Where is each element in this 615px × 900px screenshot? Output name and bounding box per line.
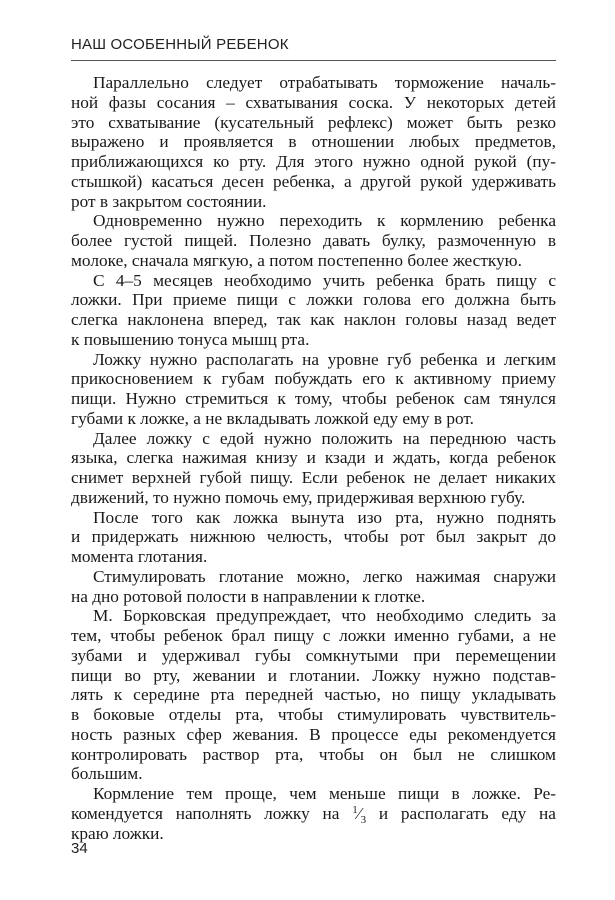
fraction-numerator: 1 — [352, 803, 358, 816]
text-line: молоке, сначала мягкую, а потом постепенно более жесткую. — [71, 250, 522, 270]
text-line: Параллельно следует отрабатывать торможение началь- — [93, 73, 556, 92]
text-line: рот в закрытом состоянии. — [71, 191, 267, 211]
text-line: и придержать нижнюю челюсть, чтобы рот был закрыт до — [71, 527, 556, 547]
text-line: Кормление тем проще, чем меньше пищи в ложке. Ре- — [93, 784, 556, 803]
text-line: более густой пищей. Полезно давать булку, размоченную в — [71, 231, 556, 250]
text-line: снимет верхней губой пищу. Если ребенок не делает никаких — [71, 468, 556, 487]
text-line: пищи во рту, жевании и глотании. Ложку нужно подстав- — [71, 665, 556, 685]
text-line: момента глотания. — [71, 547, 208, 566]
text-line: это схватывание (кусательный рефлекс) может быть резко — [71, 112, 556, 132]
text-line: движений, то нужно помочь ему, придерживая верхнюю губу. — [71, 487, 526, 507]
text-line: прикосновением к губам побуждать его к активному приему — [71, 369, 556, 389]
text-line: Одновременно нужно переходить к кормлению ребенка — [93, 211, 556, 231]
paragraph — [71, 73, 556, 211]
text-line: стышкой) касаться десен ребенка, а другой рукой удерживать — [71, 171, 556, 191]
text-line: большим. — [71, 764, 143, 784]
text-line: выражено и проявляется в отношении любых предметов, — [71, 132, 556, 152]
fraction — [352, 803, 367, 826]
paragraph — [71, 606, 556, 784]
text-line: М. Борковская предупреждает, что необходимо следить за — [93, 606, 556, 626]
text-line: слегка наклонена вперед, так как наклон головы назад ведет — [71, 310, 556, 329]
paragraph — [71, 784, 556, 843]
text-line: на дно ротовой полости в направлении к глотке. — [71, 586, 426, 606]
text-line: зубами и удерживал губы сомкнутыми при перемещении — [71, 645, 556, 665]
text-line: Далее ложку с едой нужно положить на переднюю часть — [93, 428, 556, 448]
fraction-denominator: 3 — [360, 813, 367, 826]
paragraph — [71, 271, 556, 350]
text-line: ложки. При приеме пищи с ложки голова его должна быть — [71, 290, 556, 310]
text-line: ной фазы сосания – схватывания соска. У некоторых детей — [71, 92, 556, 112]
text-line: языка, слегка нажимая книзу и кзади и ждать, когда ребенок — [71, 448, 556, 468]
text-line: лять к середине рта передней частью, но пищу укладывать — [71, 685, 556, 705]
page-number: 34 — [71, 840, 88, 857]
text-line: Ложку нужно располагать на уровне губ ребенка и легким — [93, 349, 556, 369]
text-line: С 4–5 месяцев необходимо учить ребенка брать пищу с — [93, 270, 556, 290]
text-line: в боковые отделы рта, чтобы стимулировать чувствитель- — [71, 705, 556, 724]
paragraph — [71, 211, 556, 270]
paragraph — [71, 429, 556, 508]
text-line: приближающихся ко рту. Для этого нужно одной рукой (пу- — [71, 152, 556, 171]
body-text — [71, 73, 556, 843]
text-line: краю ложки. — [71, 823, 164, 843]
paragraph — [71, 567, 556, 607]
running-header: НАШ ОСОБЕННЫЙ РЕБЕНОК — [71, 36, 289, 53]
text-line: к повышению тонуса мышц рта. — [71, 329, 310, 349]
text-line: ность разных сфер жевания. В процессе еды рекомендуется — [71, 724, 556, 744]
text-segment: и располагать еду на — [378, 803, 556, 823]
text-line: губами к ложке, а не вкладывать ложкой еду ему в рот. — [71, 408, 474, 428]
text-line — [71, 804, 556, 824]
text-line: пищи. Нужно стремиться к тому, чтобы ребенок сам тянулся — [71, 389, 556, 408]
text-segment: комендуется наполнять ложку на — [71, 803, 340, 823]
text-line: тем, чтобы ребенок брал пищу с ложки именно губами, а не — [71, 626, 556, 645]
header-rule — [71, 60, 556, 61]
text-line: Стимулировать глотание можно, легко нажимая снаружи — [93, 566, 556, 586]
paragraph — [71, 350, 556, 429]
text-line: контролировать раствор рта, чтобы он был не слишком — [71, 744, 556, 764]
text-line: После того как ложка вынута изо рта, нужно поднять — [93, 507, 556, 527]
paragraph — [71, 508, 556, 567]
fraction-slash: ⁄ — [357, 803, 361, 823]
